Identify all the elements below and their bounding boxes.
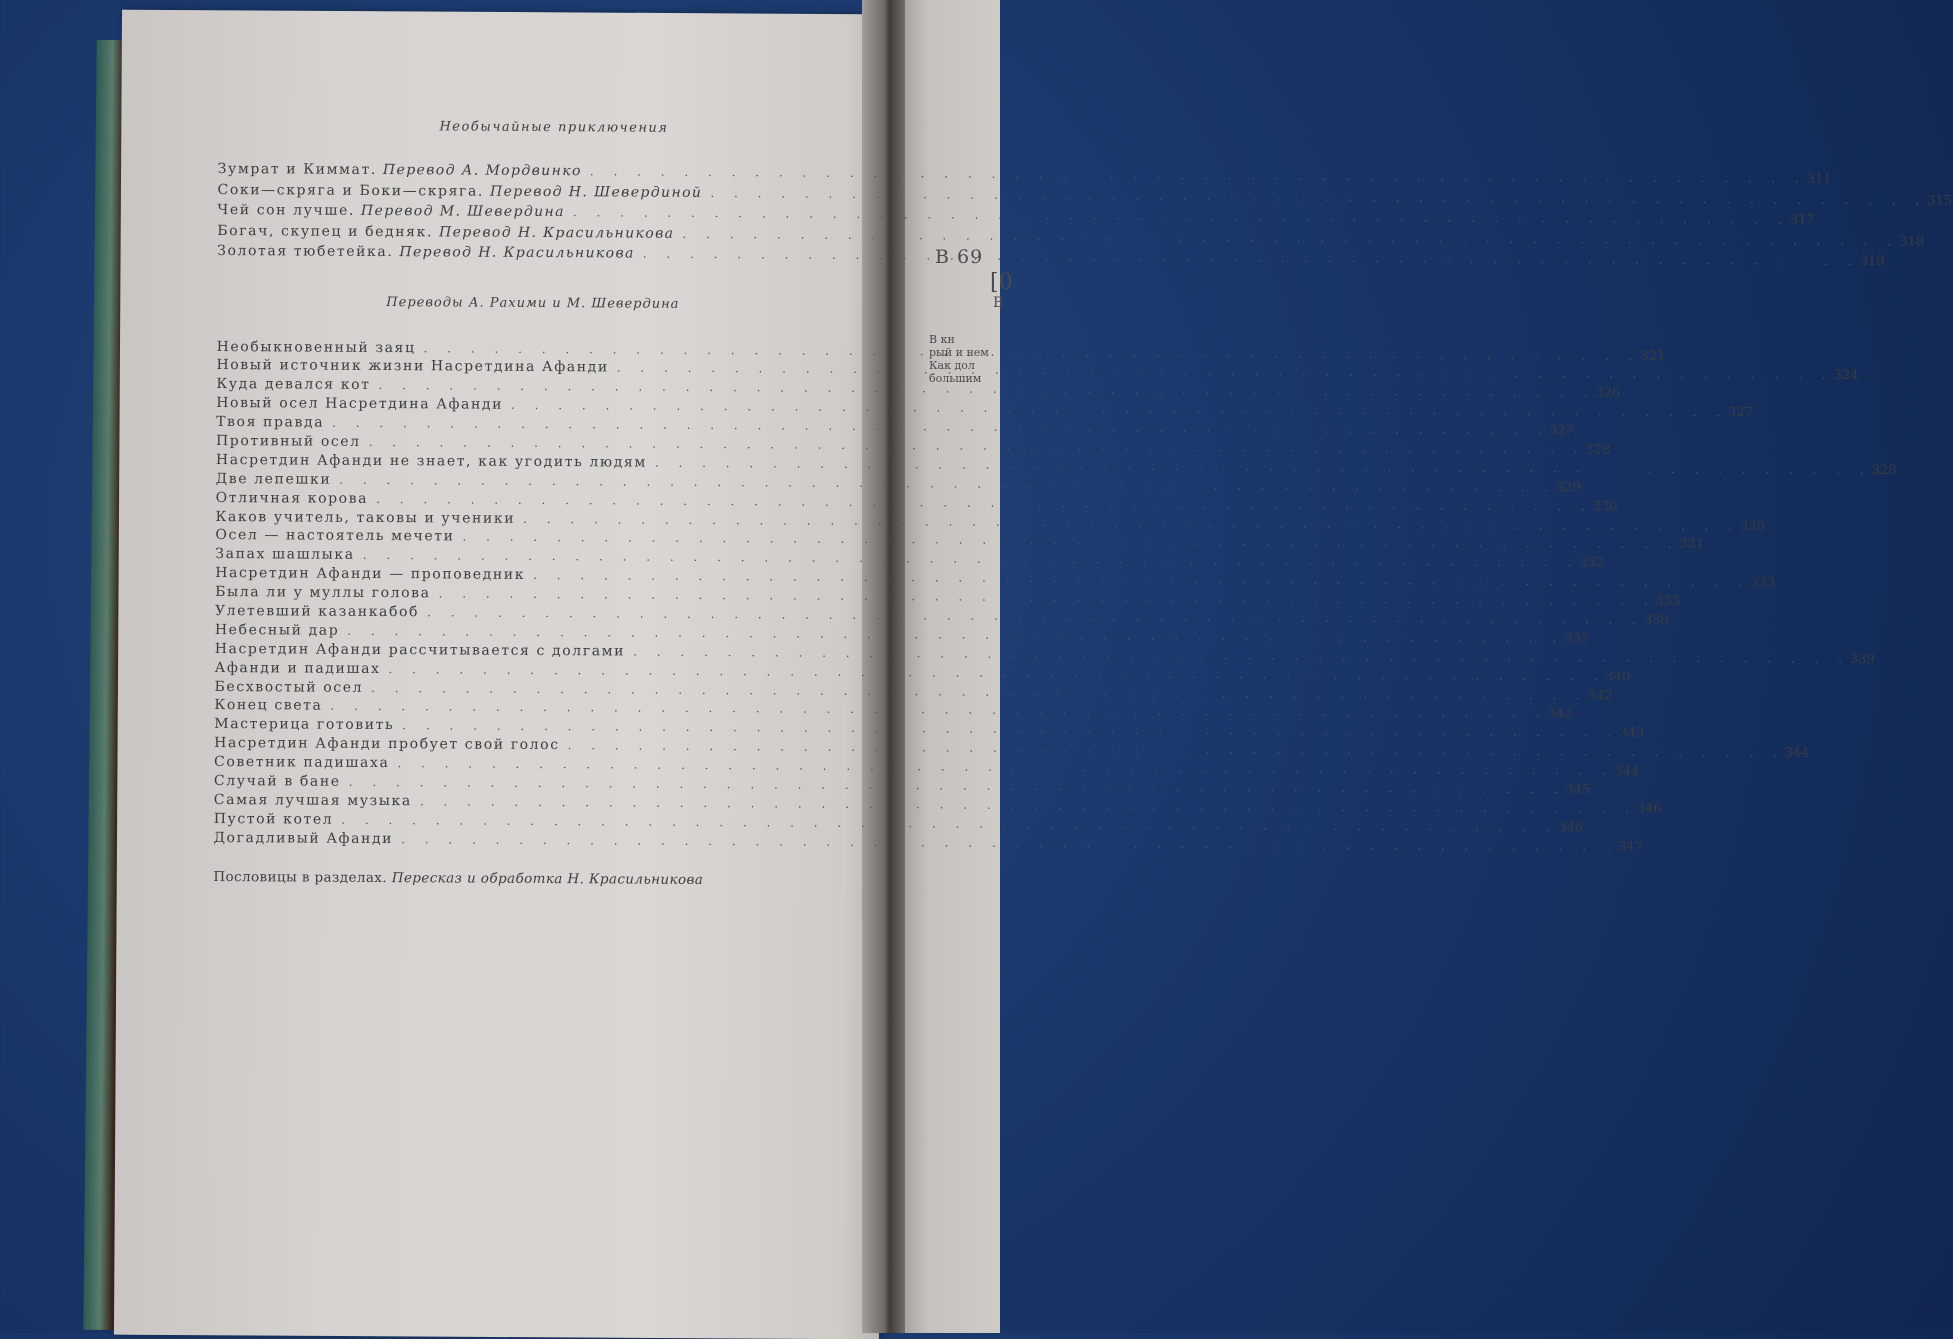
toc-entry-page-number: 336 [1643, 612, 1669, 628]
toc-entry-page-number: 330 [1740, 518, 1765, 534]
toc-entry-translator: Перевод Н. Красильникова [399, 244, 635, 262]
toc-entry-title: Каков учитель, таковы и ученики [215, 508, 516, 527]
proverbs-note-credit: Пересказ и обработка Н. Красильникова [391, 869, 704, 888]
toc-entry-page-number: 343 [1547, 706, 1573, 722]
right-page-line: большим [929, 372, 982, 385]
toc-entry-page-number: 330 [1592, 499, 1618, 515]
toc-entry-page-number: 319 [1859, 254, 1885, 270]
toc-entry-page-number: 343 [1619, 725, 1644, 742]
toc-entry-title: Самая лучшая музыка [213, 791, 412, 810]
toc-entry-title: Две лепешки [215, 470, 332, 488]
toc-entry-leader-dots [635, 247, 1860, 268]
toc-entry-title: Соки—скряга и Боки—скряга. [217, 181, 485, 200]
toc-entry-page-number: 340 [1605, 669, 1631, 685]
toc-entry-title: Насретдин Афанди пробует свой голос [214, 735, 560, 754]
toc-entry-page-number: 347 [1617, 839, 1643, 855]
toc-entry-page-number: 324 [1833, 368, 1859, 384]
toc-entry-title: Случай в бане [213, 772, 341, 790]
toc-entry-title: Насретдин Афанди не знает, как угодить людям [215, 451, 647, 471]
right-page-letter: В [993, 295, 1004, 311]
toc-entry-title: Чей сон лучше. [217, 201, 355, 219]
right-page-line: Как дол [929, 359, 975, 372]
toc-entry-title: Насретдин Афанди — проповедник [215, 565, 526, 584]
toc-entry-page-number: 328 [1871, 462, 1897, 479]
toc-entry-translator: Перевод Н. Шевердиной [489, 183, 703, 201]
right-page-line: рый и нем [929, 346, 989, 359]
toc-entry-title: Мастерица готовить [214, 716, 395, 734]
toc-entry-page-number: 331 [1679, 537, 1705, 553]
toc-entry-page-number: 326 [1595, 385, 1621, 401]
toc-entry-title: Пустой котел [213, 810, 334, 828]
toc-entry-translator: Перевод М. Шевердина [360, 202, 565, 221]
toc-entry-title: Новый источник жизни Насретдина Афанди [216, 357, 609, 376]
right-page-bracket: [0 [990, 270, 1013, 295]
toc-entry-title: Запах шашлыка [215, 546, 355, 564]
toc-entry-leader-dots [565, 205, 1790, 226]
section2-heading: Переводы А. Рахими и М. Шевердина [386, 294, 680, 312]
right-page-code: В 69 [935, 246, 984, 268]
toc-entry-title: Богач, скупец и бедняк. [217, 222, 434, 240]
toc-entry-page-number: 342 [1587, 687, 1613, 704]
toc-entry-page-number: 344 [1784, 745, 1810, 761]
right-page-line: В кн [929, 333, 955, 346]
toc-entry-page-number: 344 [1614, 763, 1640, 779]
toc-entry-title: Новый осел Насретдина Афанди [216, 395, 504, 413]
toc-entry-title: Была ли у муллы голова [215, 584, 431, 602]
section1-heading: Необычайные приключения [439, 119, 669, 136]
toc-entry-translator: Перевод Н. Красильникова [438, 223, 675, 242]
toc-entry-title: Бесхвостый осел [214, 678, 364, 696]
toc-entry-page-number: 333 [1655, 593, 1681, 610]
toc-entry-title: Конец света [214, 697, 323, 715]
toc-entry-page-number: 328 [1585, 442, 1611, 458]
toc-entry-page-number: 318 [1899, 233, 1925, 249]
toc-entry-page-number: 311 [1806, 171, 1832, 187]
toc-entry-title: Небесный дар [214, 621, 340, 639]
toc-entry-page-number: 315 [1927, 192, 1953, 209]
toc-entry-page-number: 346 [1636, 801, 1662, 817]
toc-entry-page-number: 346 [1558, 819, 1584, 836]
toc-entry-title: Куда девался кот [216, 376, 371, 394]
toc-entry-title: Советник падишаха [214, 754, 390, 772]
toc-entry-title: Противный осел [215, 432, 361, 450]
toc-entry-page-number: 337 [1564, 631, 1590, 647]
toc-entry [213, 829, 1643, 855]
toc-entry-title: Афанди и падишах [214, 659, 381, 677]
proverbs-note-lead: Пословицы в разделах. [213, 868, 388, 886]
toc-entry-title: Насретдин Афанди рассчитывается с долгами [214, 640, 626, 660]
toc-entry-page-number: 329 [1556, 479, 1582, 496]
toc-entry-title: Улетевший казанкабоб [214, 602, 420, 621]
toc-entry-page-number: 327 [1548, 423, 1574, 439]
toc-entry-title: Золотая тюбетейка. [217, 242, 394, 261]
toc-entry-title: Осел — настоятель мечети [215, 527, 455, 545]
toc-entry-leader-dots [393, 832, 1618, 853]
toc-entry-page-number: 345 [1565, 782, 1591, 798]
toc-entry-page-number: 317 [1789, 212, 1815, 228]
toc-entry-title: Отличная корова [215, 489, 369, 507]
toc-entry-page-number: 327 [1727, 405, 1753, 421]
toc-entry-page-number: 332 [1579, 555, 1605, 571]
toc-entry-page-number: 333 [1749, 575, 1775, 591]
toc-entry-translator: Перевод А. Мордвинко [382, 162, 582, 180]
toc-entry-title: Необыкновенный заяц [216, 338, 416, 356]
toc-entry-page-number: 321 [1640, 348, 1666, 364]
toc-entry-leader-dots [582, 164, 1807, 185]
toc-entry-title: Твоя правда [216, 414, 325, 431]
toc-entry-title: Зумрат и Киммат. [217, 160, 377, 178]
toc-entry-page-number: 339 [1849, 651, 1875, 667]
toc-entry-title: Догадливый Афанди [213, 829, 394, 847]
